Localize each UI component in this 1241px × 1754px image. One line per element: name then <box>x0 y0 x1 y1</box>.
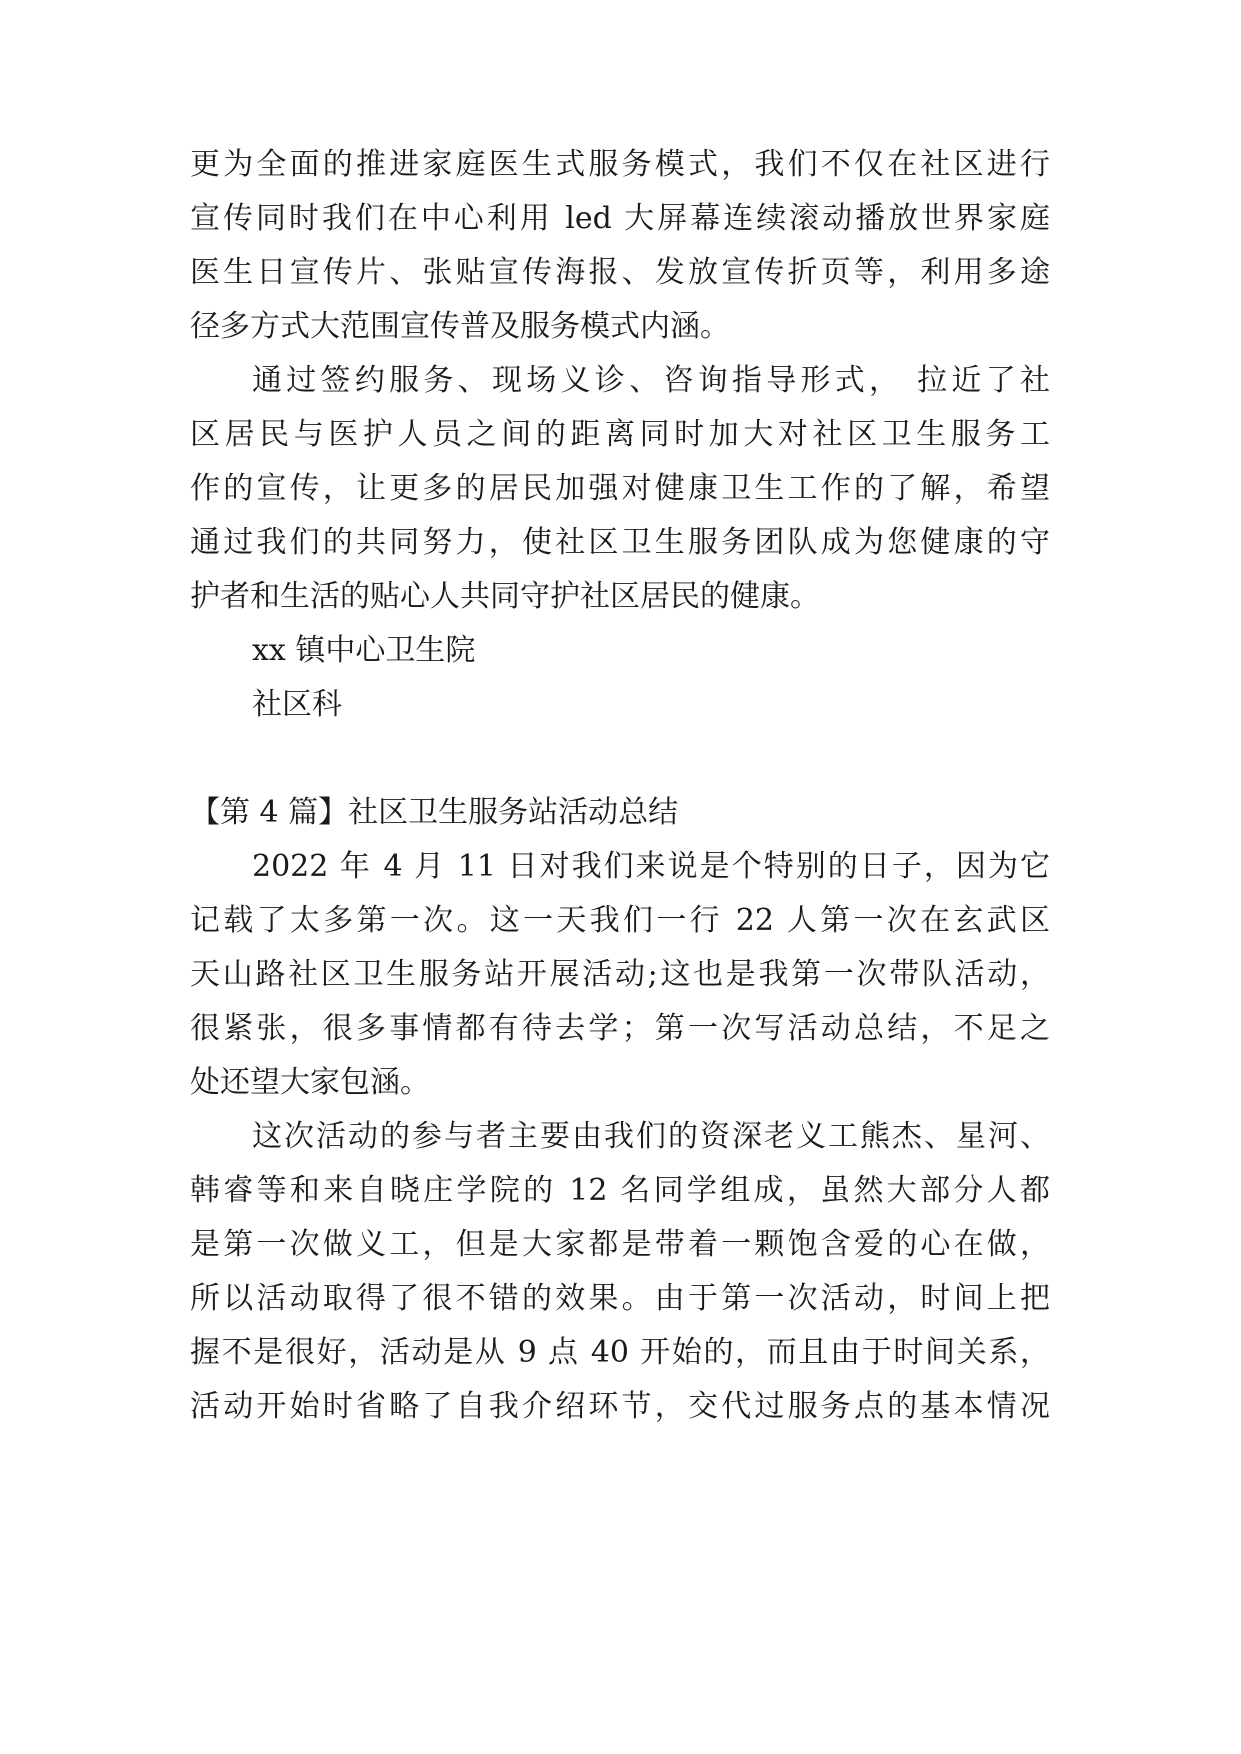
section-heading: 【第 4 篇】社区卫生服务站活动总结 <box>190 795 679 830</box>
paragraph-3-line-3: 天山路社区卫生服务站开展活动;这也是我第一次带队活动， <box>190 957 1050 992</box>
signature-organization: xx 镇中心卫生院 <box>252 633 476 668</box>
paragraph-3-line-2: 记载了太多第一次。这一天我们一行 22 人第一次在玄武区 <box>190 903 1050 938</box>
signature-department: 社区科 <box>252 687 342 722</box>
paragraph-1-line-3: 医生日宣传片、张贴宣传海报、发放宣传折页等，利用多途 <box>190 255 1050 290</box>
paragraph-4-line-2: 韩睿等和来自晓庄学院的 12 名同学组成，虽然大部分人都 <box>190 1173 1050 1208</box>
paragraph-1-line-4: 径多方式大范围宣传普及服务模式内涵。 <box>190 309 730 344</box>
paragraph-2-line-3: 作的宣传，让更多的居民加强对健康卫生工作的了解，希望 <box>190 471 1050 506</box>
paragraph-2-line-1: 通过签约服务、现场义诊、咨询指导形式， 拉近了社 <box>252 363 1050 398</box>
paragraph-2-line-2: 区居民与医护人员之间的距离同时加大对社区卫生服务工 <box>190 417 1050 452</box>
paragraph-4-line-3: 是第一次做义工，但是大家都是带着一颗饱含爱的心在做， <box>190 1227 1050 1262</box>
paragraph-4-line-5: 握不是很好，活动是从 9 点 40 开始的，而且由于时间关系， <box>190 1335 1050 1370</box>
paragraph-3-line-5: 处还望大家包涵。 <box>190 1065 430 1100</box>
paragraph-2-line-4: 通过我们的共同努力，使社区卫生服务团队成为您健康的守 <box>190 525 1050 560</box>
paragraph-3-line-4: 很紧张，很多事情都有待去学；第一次写活动总结，不足之 <box>190 1011 1050 1046</box>
paragraph-2-line-5: 护者和生活的贴心人共同守护社区居民的健康。 <box>190 579 820 614</box>
paragraph-4-line-6: 活动开始时省略了自我介绍环节，交代过服务点的基本情况 <box>190 1389 1050 1424</box>
paragraph-3-line-1: 2022 年 4 月 11 日对我们来说是个特别的日子，因为它 <box>252 849 1050 884</box>
paragraph-4-line-1: 这次活动的参与者主要由我们的资深老义工熊杰、星河、 <box>252 1119 1050 1154</box>
paragraph-1-line-1: 更为全面的推进家庭医生式服务模式，我们不仅在社区进行 <box>190 147 1050 182</box>
paragraph-1-line-2: 宣传同时我们在中心利用 led 大屏幕连续滚动播放世界家庭 <box>190 201 1050 236</box>
paragraph-4-line-4: 所以活动取得了很不错的效果。由于第一次活动，时间上把 <box>190 1281 1050 1316</box>
